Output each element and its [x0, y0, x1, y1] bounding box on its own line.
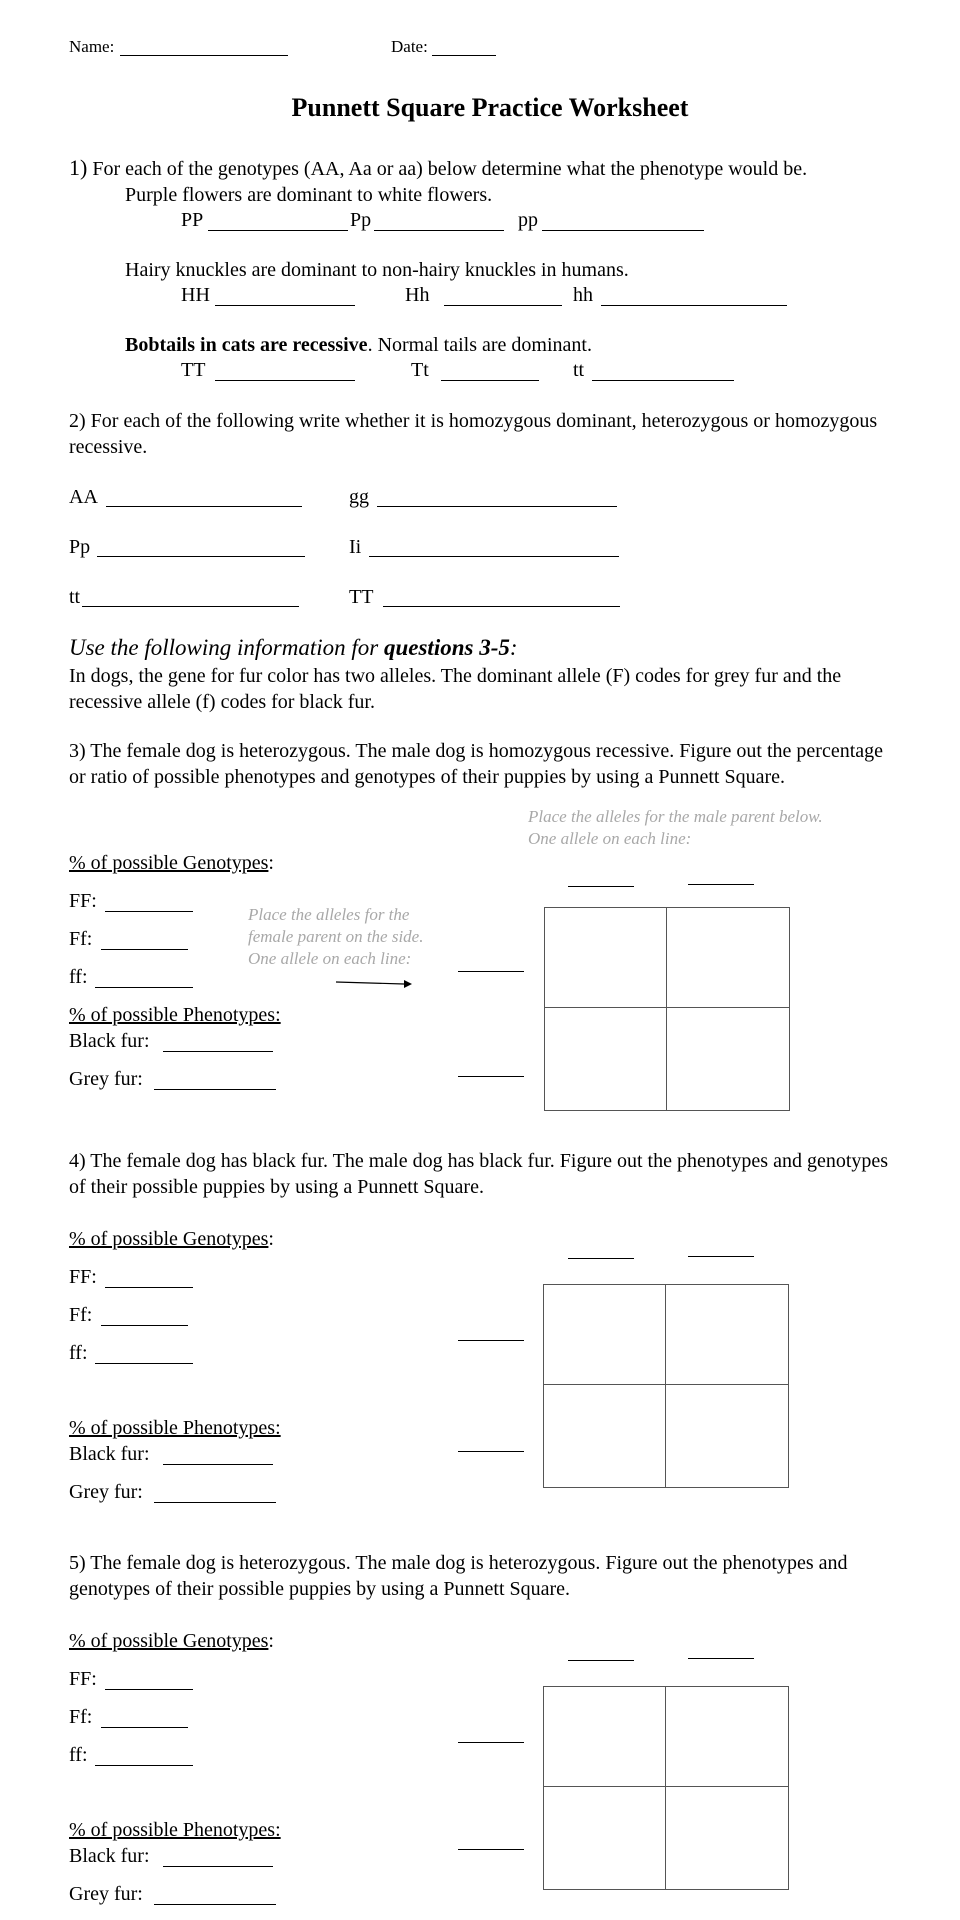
- q4-prompt: 4) The female dog has black fur. The male dog has black fur. Figure out the phenotypes and genotypes of their possible puppies by using a Punnett Square.: [69, 1150, 889, 1198]
- q4-label-black: Black fur:: [69, 1443, 150, 1465]
- answer-blank[interactable]: [154, 1089, 276, 1090]
- q5-phenotypes-heading: % of possible Phenotypes:: [69, 1819, 281, 1841]
- answer-blank[interactable]: [95, 1765, 193, 1766]
- q2-answer-blank[interactable]: [369, 556, 619, 557]
- q2-item: tt: [69, 586, 81, 608]
- punnett-square[interactable]: [543, 1284, 789, 1488]
- name-blank[interactable]: [120, 55, 288, 56]
- answer-blank[interactable]: [163, 1866, 273, 1867]
- q1-geno-hh-upper: HH: [181, 284, 210, 306]
- q1-answer-blank[interactable]: [215, 305, 355, 306]
- q1-geno-hh-mixed: Hh: [405, 284, 430, 306]
- q5-label-ff-upper: FF:: [69, 1668, 97, 1690]
- punnett-square[interactable]: [543, 1686, 789, 1890]
- q5-label-black: Black fur:: [69, 1845, 150, 1867]
- date-field[interactable]: [391, 37, 428, 57]
- q1-geno-pp-mixed: Pp: [350, 209, 372, 231]
- male-allele-line[interactable]: [688, 1256, 754, 1257]
- name-label: Name:: [69, 37, 115, 56]
- q3-label-ff-lower: ff:: [69, 966, 88, 988]
- female-allele-line[interactable]: [458, 1742, 524, 1743]
- q1-answer-blank[interactable]: [444, 305, 562, 306]
- answer-blank[interactable]: [101, 1727, 188, 1728]
- q5-label-ff-mixed: Ff:: [69, 1706, 93, 1728]
- q1-flowers-statement: Purple flowers are dominant to white flowers.: [125, 184, 493, 206]
- q4-phenotypes-heading: % of possible Phenotypes:: [69, 1417, 281, 1439]
- date-label: Date:: [391, 37, 428, 56]
- q3-label-black: Black fur:: [69, 1030, 150, 1052]
- page-title: Punnett Square Practice Worksheet: [291, 93, 689, 122]
- q3-male-hint: Place the alleles for the male parent below. One allele on each line:: [528, 807, 823, 848]
- q3-phenotypes-heading: % of possible Phenotypes:: [69, 1004, 281, 1026]
- q5-label-grey: Grey fur:: [69, 1883, 143, 1905]
- q5-genotypes-heading: % of possible Genotypes:: [69, 1630, 274, 1652]
- q2-answer-blank[interactable]: [377, 506, 617, 507]
- female-allele-line[interactable]: [458, 971, 524, 972]
- q1-answer-blank[interactable]: [208, 230, 348, 231]
- q1-answer-blank[interactable]: [374, 230, 504, 231]
- answer-blank[interactable]: [105, 1689, 193, 1690]
- female-allele-line[interactable]: [458, 1076, 524, 1077]
- female-allele-line[interactable]: [458, 1451, 524, 1452]
- male-allele-line[interactable]: [568, 1660, 634, 1661]
- q1-geno-pp-lower: pp: [518, 209, 538, 231]
- q2-prompt: 2) For each of the following write whether it is homozygous dominant, heterozygous or homozygous recessive.: [69, 410, 878, 458]
- answer-blank[interactable]: [95, 987, 193, 988]
- female-allele-line[interactable]: [458, 1340, 524, 1341]
- answer-blank[interactable]: [101, 1325, 188, 1326]
- q2-item: Ii: [349, 536, 362, 558]
- name-field[interactable]: [69, 37, 114, 57]
- q2-item: gg: [349, 486, 369, 508]
- info-text: In dogs, the gene for fur color has two alleles. The dominant allele (F) codes for grey fur and the recessive allele (f) codes for black fur.: [69, 665, 842, 713]
- info-heading: Use the following information for questions 3-5:: [69, 635, 518, 660]
- q1-prompt: 1) For each of the genotypes (AA, Aa or aa) below determine what the phenotype would be.: [69, 155, 808, 180]
- male-allele-line[interactable]: [568, 1258, 634, 1259]
- male-allele-line[interactable]: [568, 886, 634, 887]
- q1-bobtail-statement: Bobtails in cats are recessive. Normal tails are dominant.: [125, 334, 592, 356]
- q4-label-ff-lower: ff:: [69, 1342, 88, 1364]
- q1-answer-blank[interactable]: [542, 230, 704, 231]
- q1-answer-blank[interactable]: [441, 380, 539, 381]
- q3-label-ff-mixed: Ff:: [69, 928, 93, 950]
- q2-answer-blank[interactable]: [106, 506, 302, 507]
- q3-prompt: 3) The female dog is heterozygous. The male dog is homozygous recessive. Figure out the percentage or ratio of possible phenotypes and genotypes of their puppies by using a Punnett Square.: [69, 740, 884, 788]
- answer-blank[interactable]: [105, 1287, 193, 1288]
- answer-blank[interactable]: [101, 949, 188, 950]
- q5-label-ff-lower: ff:: [69, 1744, 88, 1766]
- female-allele-line[interactable]: [458, 1849, 524, 1850]
- q2-answer-blank[interactable]: [82, 606, 299, 607]
- q1-answer-blank[interactable]: [601, 305, 787, 306]
- male-allele-line[interactable]: [688, 884, 754, 885]
- q1-geno-tt-mixed: Tt: [411, 359, 429, 381]
- punnett-square[interactable]: [544, 907, 790, 1111]
- q2-item: Pp: [69, 536, 91, 558]
- q2-item: TT: [349, 586, 374, 608]
- q3-genotypes-heading: % of possible Genotypes:: [69, 852, 274, 874]
- answer-blank[interactable]: [154, 1502, 276, 1503]
- q4-label-ff-mixed: Ff:: [69, 1304, 93, 1326]
- male-allele-line[interactable]: [688, 1658, 754, 1659]
- q4-genotypes-heading: % of possible Genotypes:: [69, 1228, 274, 1250]
- q4-label-grey: Grey fur:: [69, 1481, 143, 1503]
- q1-geno-pp-upper: PP: [181, 209, 204, 231]
- q1-answer-blank[interactable]: [215, 380, 355, 381]
- date-blank[interactable]: [432, 55, 496, 56]
- q2-answer-blank[interactable]: [97, 556, 305, 557]
- answer-blank[interactable]: [163, 1051, 273, 1052]
- q1-knuckles-statement: Hairy knuckles are dominant to non-hairy knuckles in humans.: [125, 259, 629, 281]
- q3-label-ff-upper: FF:: [69, 890, 97, 912]
- q3-label-grey: Grey fur:: [69, 1068, 143, 1090]
- q3-female-hint: Place the alleles for the female parent on the side. One allele on each line:: [248, 905, 424, 968]
- arrow-icon: [334, 976, 414, 990]
- q1-geno-tt-lower: tt: [573, 359, 585, 381]
- answer-blank[interactable]: [95, 1363, 193, 1364]
- answer-blank[interactable]: [105, 911, 193, 912]
- q1-geno-hh-lower: hh: [573, 284, 593, 306]
- q2-answer-blank[interactable]: [383, 606, 620, 607]
- q1-geno-tt-upper: TT: [181, 359, 206, 381]
- answer-blank[interactable]: [163, 1464, 273, 1465]
- q5-prompt: 5) The female dog is heterozygous. The male dog is heterozygous. Figure out the phenotypes and genotypes of their possible puppies by using a Punnett Square.: [69, 1552, 848, 1600]
- q1-answer-blank[interactable]: [592, 380, 734, 381]
- q4-label-ff-upper: FF:: [69, 1266, 97, 1288]
- answer-blank[interactable]: [154, 1904, 276, 1905]
- q2-item: AA: [69, 486, 98, 508]
